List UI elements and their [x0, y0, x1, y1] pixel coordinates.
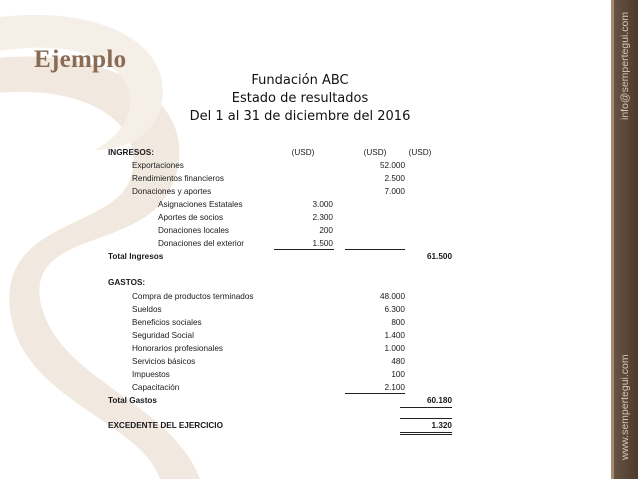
row-label: Rendimientos financieros [132, 174, 224, 183]
table-row [108, 186, 454, 198]
row-value: 200 [319, 226, 333, 235]
row-value: 2.500 [384, 174, 405, 183]
row-label: Beneficios sociales [132, 318, 202, 327]
total-expenses-row [108, 395, 454, 407]
table-row [108, 356, 454, 368]
table-row [108, 160, 454, 172]
report-period: Del 1 al 31 de diciembre del 2016 [189, 109, 411, 124]
subtotal-rule [400, 407, 452, 408]
row-value: 48.000 [379, 292, 405, 301]
organization-name: Fundación ABC [251, 73, 349, 88]
table-row [108, 225, 454, 237]
row-label: Seguridad Social [132, 331, 194, 340]
row-value: 6.300 [384, 305, 405, 314]
row-value: 2.300 [312, 213, 333, 222]
row-label: Total Ingresos [108, 252, 164, 261]
row-value: 60.180 [426, 396, 452, 405]
row-value: 3.000 [312, 200, 333, 209]
side-web-text: www.sempertegui.com [619, 354, 631, 460]
row-label: Capacitación [132, 383, 180, 392]
table-row [108, 199, 454, 211]
table-row [108, 369, 454, 381]
expense-heading: GASTOS: [108, 278, 146, 287]
row-value: 100 [391, 370, 405, 379]
row-label: Donaciones locales [158, 226, 230, 235]
row-label: Donaciones y aportes [132, 187, 212, 196]
table-row [108, 173, 454, 185]
report-name: Estado de resultados [231, 91, 369, 106]
row-value: 2.100 [384, 383, 405, 392]
surplus-rule-top [400, 418, 452, 419]
surplus-rule-double [400, 434, 452, 435]
column-header: (USD) [408, 148, 432, 157]
subtotal-rule [345, 249, 405, 250]
subtotal-rule [274, 249, 334, 250]
table-row [108, 291, 454, 303]
row-label: Servicios básicos [132, 357, 196, 366]
side-email-text: info@sempertegui.com [619, 11, 631, 120]
table-row [108, 330, 454, 342]
total-income-row [108, 251, 454, 263]
side-band-stripe [611, 0, 614, 479]
header-row [108, 147, 454, 159]
row-label: Total Gastos [108, 396, 157, 405]
row-label: Honorarios profesionales [132, 344, 224, 353]
table-row [108, 212, 454, 224]
table-row [108, 343, 454, 355]
row-label: Impuestos [132, 370, 170, 379]
row-label: Exportaciones [132, 161, 184, 170]
income-heading: INGRESOS: [108, 148, 154, 157]
row-label: Aportes de socios [158, 213, 224, 222]
row-value: 52.000 [379, 161, 405, 170]
subtotal-rule [345, 393, 405, 394]
row-value: 480 [391, 357, 405, 366]
row-label: EXCEDENTE DEL EJERCICIO [108, 421, 223, 430]
row-label: Compra de productos terminados [132, 292, 254, 301]
statement-title [150, 72, 450, 126]
row-value: 1.500 [312, 239, 333, 248]
row-label: Asignaciones Estatales [158, 200, 243, 209]
table-row [108, 317, 454, 329]
row-value: 800 [391, 318, 405, 327]
surplus-row [108, 420, 454, 432]
side-band [611, 0, 638, 479]
table-row [108, 304, 454, 316]
column-header: (USD) [363, 148, 387, 157]
column-header: (USD) [291, 148, 315, 157]
row-value: 7.000 [384, 187, 405, 196]
row-label: Sueldos [132, 305, 162, 314]
row-value: 1.400 [384, 331, 405, 340]
row-label: Donaciones del exterior [158, 239, 245, 248]
row-value: 1.000 [384, 344, 405, 353]
expense-heading-row [108, 277, 454, 289]
row-value: 1.320 [431, 421, 452, 430]
surplus-rule-bottom [400, 432, 452, 433]
row-value: 61.500 [426, 252, 452, 261]
slide-heading: Ejemplo [34, 46, 127, 73]
income-statement-table [108, 143, 454, 435]
